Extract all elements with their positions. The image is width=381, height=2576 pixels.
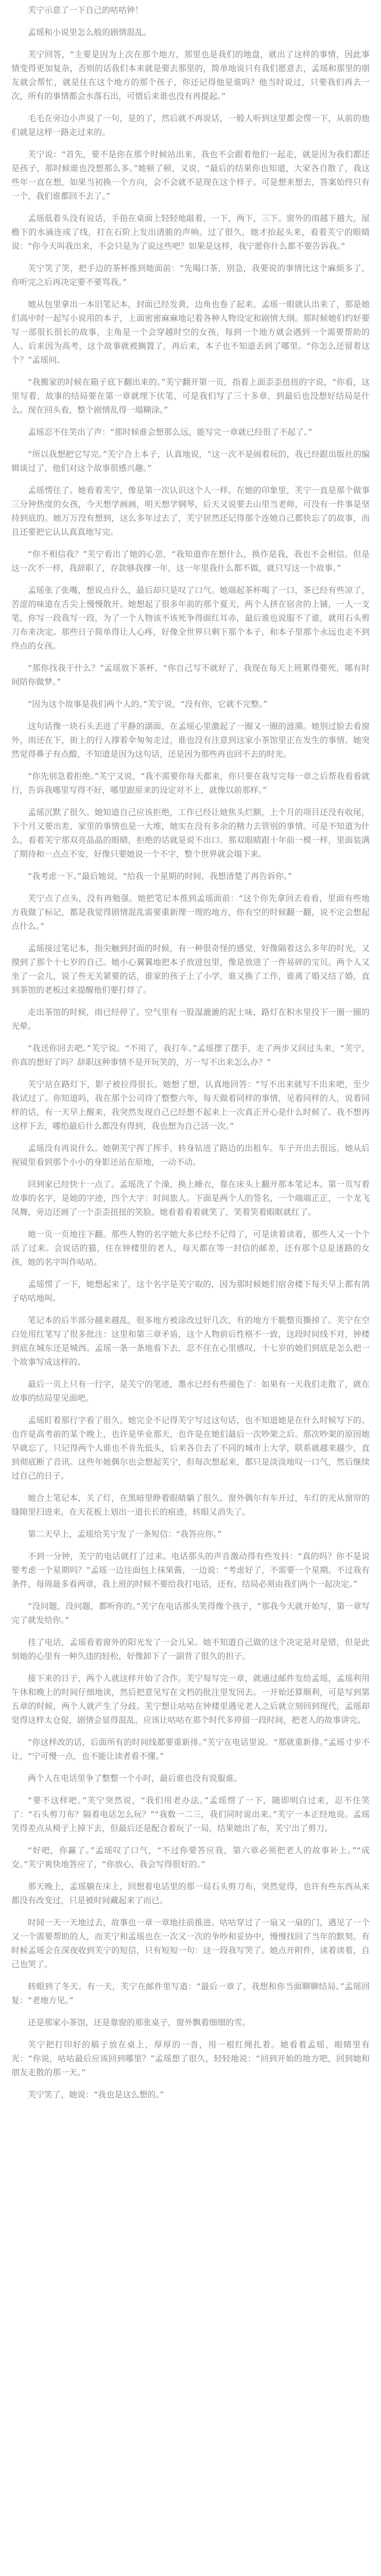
paragraph: 那天晚上，孟瑶躺在床上，回想着电话里的那一局石头剪刀布，突然觉得，也许有些东西从来都没有改变过，只是被时间藏起来了而已。 <box>11 1882 370 1905</box>
paragraph: “我考虑一下。”最后她说，“给我一个星期的时间，我想清楚了再告诉你。” <box>28 871 292 881</box>
paragraph: 孟瑶接过笔记本，指尖触到封面的时候，有一种很奇怪的感觉，好像隔着这么多年的时光，又摸到了那个十七岁的自己。她小心翼翼地把本子放进包里，像是放进了一件易碎的宝贝。两个人又坐了一会儿，说了些无关紧要的话，谁家的孩子上了小学，谁又换了工作，谁离了婚又结了婚，直到茶馆的老板过来提醒他们要打烊了。 <box>11 943 370 995</box>
paragraph: 她一页一页地往下翻。那些人物的名字她大多已经不记得了，可是读着读着，那些人又一个个活了过来。会说话的猫，住在钟楼里的老人，每天都在等一封信的邮差，还有那个总是迷路的女孩，她的名字叫作咕咕。 <box>11 1229 370 1267</box>
paragraph: 孟瑶张了张嘴，想说点什么，最后却只是叹了口气。她端起茶杯喝了一口，茶已经有些凉了，苦涩的味道在舌尖上慢慢散开。她想起了很多年前的那个夏天，两个人挤在宿舍的上铺，一人一支笔，你写一段我写一段，为了一个人物该不该死争得面红耳赤，最后谁也说服不了谁，就用石头剪刀布来决定。那些日子简单得让人心疼，好像全世界只剩下那个本子，和本子里那个永远也走不到终点的女孩。 <box>11 585 370 651</box>
paragraph: 芙宁回答，“主要是因为上次在那个地方，那里也是我们的地盘，就出了这样的事情，因此事情变得更加复杂，否则的话我们本来就是要去那里的，简单地说只有我们愿意去，孟瑶和那里的朋友就会帮忙，就是住在这个地方的那个孩子，你还记得他是谁吗？他当时说过，只要我们再去一次，所有的事情都会水落石出，可惜后来谁也没有再提起。” <box>11 49 370 101</box>
paragraph: 芙宁笑了，她说：“我也是这么想的。” <box>28 2090 164 2099</box>
paragraph: 回到家已经快十一点了。孟瑶洗了个澡，换上睡衣，靠在床头上翻开那本笔记本。第一页写着故事的名字，是她的字迹，四个大字：时间旅人。下面是两个人的签名，一个端端正正，一个龙飞凤舞，旁边还画了一个歪歪扭扭的笑脸。她看着看着就笑了，笑着笑着眼眶就红了。 <box>11 1179 370 1217</box>
paragraph: 最后一页上只有一行字，是芙宁的笔迹，墨水已经有些褪色了：如果有一天我们走散了，就在故事的结局里见面吧。 <box>11 1379 370 1403</box>
paragraph: 走出茶馆的时候，雨已经停了。空气里有一股湿漉漉的泥土味，路灯在积水里投下一圈一圈的光晕。 <box>11 1007 370 1031</box>
paragraph: “我搬家的时候在箱子底下翻出来的。”芙宁翻开第一页，指着上面歪歪扭扭的字说，“你看，这里写着，故事的结局要在第一章就埋下伏笔，可是我们写了三十多章，到最后也没想好结局是什么。现在回头看，整个剧情乱得一塌糊涂。” <box>11 377 370 415</box>
paragraph: 毛毛在旁边小声说了一句，是的了，然后就不再说话，一般人听到这里都会愣一下，从前的他们就是这样一路走过来的。 <box>11 113 370 137</box>
paragraph: 孟瑶盯着那行字看了很久。她完全不记得芙宁写过这句话，也不知道她是在什么时候写下的。也许是高考前的某个晚上，也许是毕业那天，也许是在她们最后一次吵架之后。那次吵架的原因她早就忘了，只记得两个人谁也不肯先低头，后来各自去了不同的城市上大学，联系就越来越少，直到彻底断了音讯。这些年她偶尔也会想起芙宁，但每次想起来，都只是淡淡地叹一口气，然后继续过自己的日子。 <box>11 1415 370 1481</box>
paragraph: 时间一天一天地过去，故事也一章一章地往前推进。咕咕穿过了一扇又一扇的门，遇见了一个又一个需要帮助的人，而芙宁和孟瑶也在一次又一次的争吵和妥协中，慢慢找回了当年的默契。有时候孟瑶会在深夜收到芙宁的短信，只有短短一句：这一段我写哭了。她点开附件，读着读着，自己也哭了。 <box>11 1918 370 1969</box>
paragraph: “你这样改的话，后面所有的时间线都要重新排。”芙宁在电话里说。“那就重新排。”孟瑶寸步不让，“宁可慢一点，也不能让读者看不懂。” <box>11 1737 370 1761</box>
paragraph: 孟瑶沉默了很久。她知道自己应该拒绝，工作已经让她焦头烂额，上个月的项目还没有收尾，下个月又要出差，家里的事情也是一大堆，她实在没有多余的精力去管别的事情。可是不知道为什么，看着芙宁那双亮晶晶的眼睛，拒绝的话就是说不出口。那双眼睛跟十年前一模一样，里面装满了期待和一点点不安，好像只要她说一个不字，整个世界就会塌下来。 <box>11 807 370 859</box>
paragraph: 孟瑶忍不住笑出了声：“那时候谁会想那么远，能写完一章就已经很了不起了。” <box>28 427 313 437</box>
paragraph: 接下来的日子，两个人就这样开始了合作。芙宁每写完一章，就通过邮件发给孟瑶，孟瑶利用午休和晚上的时间仔细地读，然后把意见写在文档的批注里发回去。一开始还算顺利，可是写到第五章的时候，两个人就产生了分歧。芙宁想让咕咕在钟楼里遇见老人之后就立刻回到现代，孟瑶却觉得这样太仓促，剧情会显得混乱，应该让咕咕在那个时代多停留一段时间，把老人的故事讲完。 <box>11 1673 370 1725</box>
paragraph: “没问题，没问题，都听你的。”芙宁在电话那头笑得像个孩子，“那我今天就开始写，第一章写完了就发给你。” <box>11 1601 370 1625</box>
paragraph: “好吧，你赢了。”孟瑶叹了口气，“不过你要答应我，第六章必须把老人的故事补上。”“成交。”芙宁爽快地答应了，“你放心，我会写得很好的。” <box>11 1845 370 1869</box>
paragraph: 孟瑶低着头没有说话，手指在桌面上轻轻地敲着，一下，两下，三下。窗外的雨越下越大，屋檐下的水滴连成了线，打在石阶上发出清脆的声响。过了很久，她才抬起头来，看着芙宁的眼睛说：“你今天叫我出来，不会只是为了说这些吧？如果是这样，我宁愿你什么都不要告诉我。” <box>11 213 370 251</box>
paragraph: “你先别急着拒绝。”芙宁又说，“我不需要你每天都来，你只要在我写完每一章之后帮我看看就行，告诉我哪里写得不好，哪里跟原来的设定对不上，就像以前那样。” <box>11 771 370 795</box>
paragraph: 芙宁说：“首先，要不是你在那个时候站出来，我也不会跟着他们一起走，就是因为我们都还是孩子，那时候谁也没想那么多。”她顿了顿，又说，“最后的结果你也知道，大家各自散了，我这些年一直在想，如果当初换一个方向，会不会就不是现在这个样子。可是想来想去，答案始终只有一个，我们谁都回不去了。” <box>11 149 370 201</box>
paragraph: “所以我想把它写完。”芙宁合上本子，认真地说，“这一次不是闹着玩的，我已经跟出版社的编辑谈过了，他们对这个故事很感兴趣。” <box>11 449 370 473</box>
paragraph: 第二天早上，孟瑶给芙宁发了一条短信：“我答应你。” <box>28 1529 222 1539</box>
paragraph: 孟瑶愣住了。她看着芙宁，像是第一次认识这个人一样。在她的印象里，芙宁一直是那个做事三分钟热度的女孩，今天想学画画，明天想学钢琴，后天又说要去山里当老师，可没有一件事是坚持到底的。她万万没有想到，这么多年过去了，芙宁居然还记得那个连她自己都快忘了的故事，而且还要把它认认真真地写完。 <box>11 485 370 537</box>
paragraph: “我送你回去吧。”芙宁说。“不用了，我打车。”孟瑶摆了摆手，走了两步又回过头来，“芙宁，你真的想好了吗？辞职这种事情不是开玩笑的，万一写不出来怎么办？” <box>11 1043 370 1067</box>
paragraph: 孟瑶没有再说什么。她朝芙宁挥了挥手，转身钻进了路边的出租车。车子开出去很远，她从后视镜里看到那个小小的身影还站在原地，一动不动。 <box>11 1143 370 1167</box>
paragraph: “你不相信我？”芙宁看出了她的心思，“我知道你在想什么，换作是我，我也不会相信。但是这一次不一样，我辞职了，存款够我撑一年，这一年里我什么都不做，就只写这一个故事。” <box>11 549 370 573</box>
paragraph: 芙宁笑了笑，把手边的茶杯推到她面前：“先喝口茶，别急，我要说的事情比这个麻烦多了，你听完之后再决定要不要骂我。” <box>11 263 370 287</box>
paragraph: 芙宁示意了一下自己的咕咕钟！ <box>28 5 144 15</box>
paragraph: 芙宁把打印好的稿子放在桌上，厚厚的一沓，用一根红绳扎着。她看着孟瑶，眼睛里有光：“你说，咕咕最后应该回到哪里？”孟瑶想了很久，轻轻地说：“回到开始的地方吧，回到她和朋友走散的那一天。” <box>11 2040 370 2077</box>
paragraph: “那你找我干什么？”孟瑶放下茶杯，“你自己写不就好了，我现在每天上班累得要死，哪有时间陪你做梦。” <box>11 663 370 687</box>
paragraph: 这句话像一块石头丢进了平静的湖面，在孟瑶心里激起了一圈又一圈的涟漪。她别过脸去看窗外，雨还在下，街上的行人撑着伞匆匆走过，谁也没有注意到这家小茶馆里正在发生的事情。她突然觉得鼻子有点酸，不知道是因为这句话，还是因为那些再也回不去的时光。 <box>11 721 370 759</box>
paragraph: 两个人在电话里争了整整一个小时，最后谁也没有说服谁。 <box>28 1773 243 1783</box>
paragraph: 芙宁站在路灯下，影子被拉得很长。她想了想，认真地回答：“写不出来就写不出来吧，至少我试过了。你知道吗，我在那个公司待了整整六年，每天做着同样的事情，见着同样的人，说着同样的话，有一天早上醒来，我突然发现自己已经想不起来上一次真正开心是什么时候了。我不想再这样下去，哪怕最后什么都没有得到，我也想为自己活一次。” <box>11 1079 370 1131</box>
paragraph: “要不这样吧。”芙宁突然说，“我们用老办法。”孟瑶愣了一下，随即明白过来，忍不住笑了：“石头剪刀布？隔着电话怎么玩？”“我数一二三，我们同时说出来。”芙宁一本正经地说。孟瑶笑得差点从椅子上掉下去，但最后还是配合着玩了一局，结果她出了布，芙宁出了剪刀。 <box>11 1795 370 1833</box>
paragraph: 笔记本的后半部分越来越乱，很多地方被涂改过好几次，有的地方干脆整页撕掉了。芙宁在空白处用红笔写了很多批注：这里和第三章矛盾，这个人物前后性格不一致，这段时间线不对，钟楼到底在城东还是城西。孟瑶一条一条地看下去，忍不住在心里感叹，十七岁的她们到底是怎么把一个故事写成这样的。 <box>11 1315 370 1367</box>
paragraph: 不到一分钟，芙宁的电话就打了过来。电话那头的声音激动得有些发抖：“真的吗？你不是说要考虑一个星期吗？”孟瑶一边往面包上抹果酱，一边说：“考虑好了，不需要一个星期。不过我有条件，每周最多看两章，我上班的时候不要给我打电话，还有，结局必须由我们两个一起决定。” <box>11 1551 370 1589</box>
paragraph: 她合上笔记本，关了灯，在黑暗里睁着眼睛躺了很久。窗外偶尔有车开过，车灯的光从窗帘的缝隙里扫进来，在天花板上划出一道长长的痕迹，转眼又消失了。 <box>11 1493 370 1517</box>
paragraph: 挂了电话，孟瑶看着窗外的阳光发了一会儿呆。她不知道自己做的这个决定是对是错，但是此刻她的心里有一种久违的轻松，好像卸下了一副背了很久的担子。 <box>11 1637 370 1661</box>
paragraph: 转眼到了冬天。有一天，芙宁在邮件里写道：“最后一章了，我想和你当面聊聊结局。”孟瑶回复：“老地方见。” <box>11 1981 370 2005</box>
paragraph: “因为这个故事是我们两个人的。”芙宁说，“没有你，它就不完整。” <box>28 699 268 709</box>
paragraph: 还是那家小茶馆，还是靠窗的那张桌子，窗外飘着细细的雪。 <box>28 2018 251 2027</box>
paragraph: 她从包里拿出一本旧笔记本，封面已经发黄，边角也卷了起来。孟瑶一眼就认出来了，那是她们高中时一起写小说用的本子，上面密密麻麻地记着各种人物设定和剧情大纲。那时候她们约好要写一部很长很长的故事，主角是一个会穿越时空的女孩，每到一个地方就会遇到一个需要帮助的人。后来因为高考，这个故事就被搁置了，再后来，本子也不知道丢到了哪里。“你怎么还留着这个？”孟瑶问。 <box>11 299 370 365</box>
paragraph: 孟瑶和小说里怎么般的剧情混乱。 <box>28 27 152 37</box>
paragraph: 孟瑶愣了一下，她想起来了，这个名字是芙宁取的，因为那时候她们宿舍楼下每天早上都有鸽子咕咕地叫。 <box>11 1279 370 1303</box>
paragraph: 芙宁点了点头，没有再勉强。她把笔记本推到孟瑶面前：“这个你先拿回去看看，里面有些地方我做了标记，都是我觉得剧情混乱需要重新理一理的地方，你有空的时候翻一翻，说不定会想起点什么。” <box>11 893 370 931</box>
